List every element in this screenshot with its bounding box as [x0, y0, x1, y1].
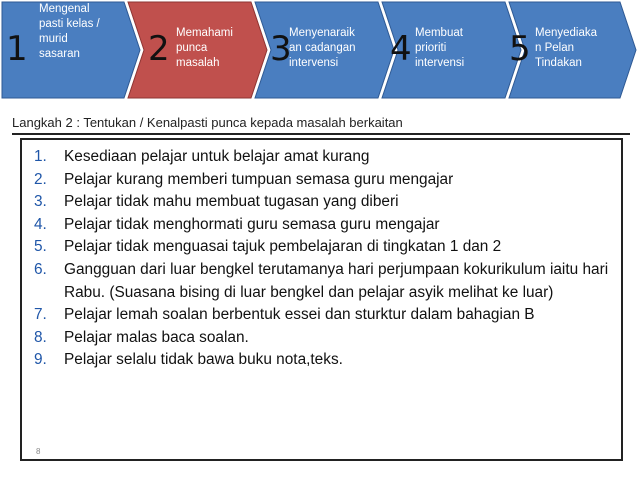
step-heading: Langkah 2 : Tentukan / Kenalpasti punca kepada masalah berkaitan: [12, 115, 403, 130]
list-item-number: 4.: [34, 215, 47, 233]
step-1-number: 1: [6, 29, 28, 69]
list-item-text: Pelajar tidak menguasai tajuk pembelajaran di tingkatan 1 dan 2: [64, 238, 502, 256]
list-item-number: 2.: [34, 170, 47, 188]
step-4-label: Membuat prioriti intervensi: [415, 27, 465, 69]
list-item: [34, 146, 615, 169]
list-item-number: 6.: [34, 260, 47, 278]
list-item-text: Pelajar selalu tidak bawa buku nota,teks.: [64, 351, 343, 369]
list-item: [34, 191, 615, 214]
step-5-number: 5: [509, 29, 531, 69]
list-item-number: 7.: [34, 306, 47, 324]
list-item: [34, 214, 615, 237]
list-item: [34, 169, 615, 192]
list-item-text: Kesediaan pelajar untuk belajar amat kurang: [64, 148, 370, 165]
list-item-text: Pelajar malas baca soalan.: [64, 328, 249, 346]
causes-list: [34, 146, 615, 372]
list-item: [34, 236, 615, 259]
step-1-label: Mengenal pasti kelas / murid sasaran: [39, 3, 100, 60]
step-2-label: Memahami punca masalah: [176, 27, 233, 69]
step-2-number: 2: [148, 29, 170, 69]
list-item-number: 5.: [34, 238, 47, 256]
list-item-text: Pelajar tidak menghormati guru semasa guru mengajar: [64, 215, 440, 233]
list-item-text: Pelajar lemah soalan berbentuk essei dan sturktur dalam bahagian B: [64, 306, 535, 324]
list-item-text: Gangguan dari luar bengkel terutamanya hari perjumpaan kokurikulum iaitu hari Rabu. (Suasana bising di luar bengkel dan pelajar asyik melihat ke luar): [64, 260, 609, 301]
list-item-number: 1.: [34, 148, 47, 165]
step-4-number: 4: [390, 29, 412, 69]
list-item-number: 3.: [34, 193, 47, 211]
step-5-label: Menyediaka n Pelan Tindakan: [535, 27, 598, 69]
list-item: [34, 327, 615, 350]
step-3-number: 3: [270, 29, 292, 69]
heading-divider: [12, 133, 630, 135]
causes-box: [20, 138, 623, 461]
slide-number: 8: [36, 447, 41, 456]
list-item: [34, 304, 615, 327]
list-item-text: Pelajar kurang memberi tumpuan semasa guru mengajar: [64, 170, 454, 188]
list-item-text: Pelajar tidak mahu membuat tugasan yang diberi: [64, 193, 399, 211]
list-item-number: 9.: [34, 351, 47, 369]
list-item-number: 8.: [34, 328, 47, 346]
list-item: [34, 349, 615, 372]
step-3-label: Menyenaraik an cadangan intervensi: [289, 27, 356, 69]
list-item: [34, 259, 615, 304]
